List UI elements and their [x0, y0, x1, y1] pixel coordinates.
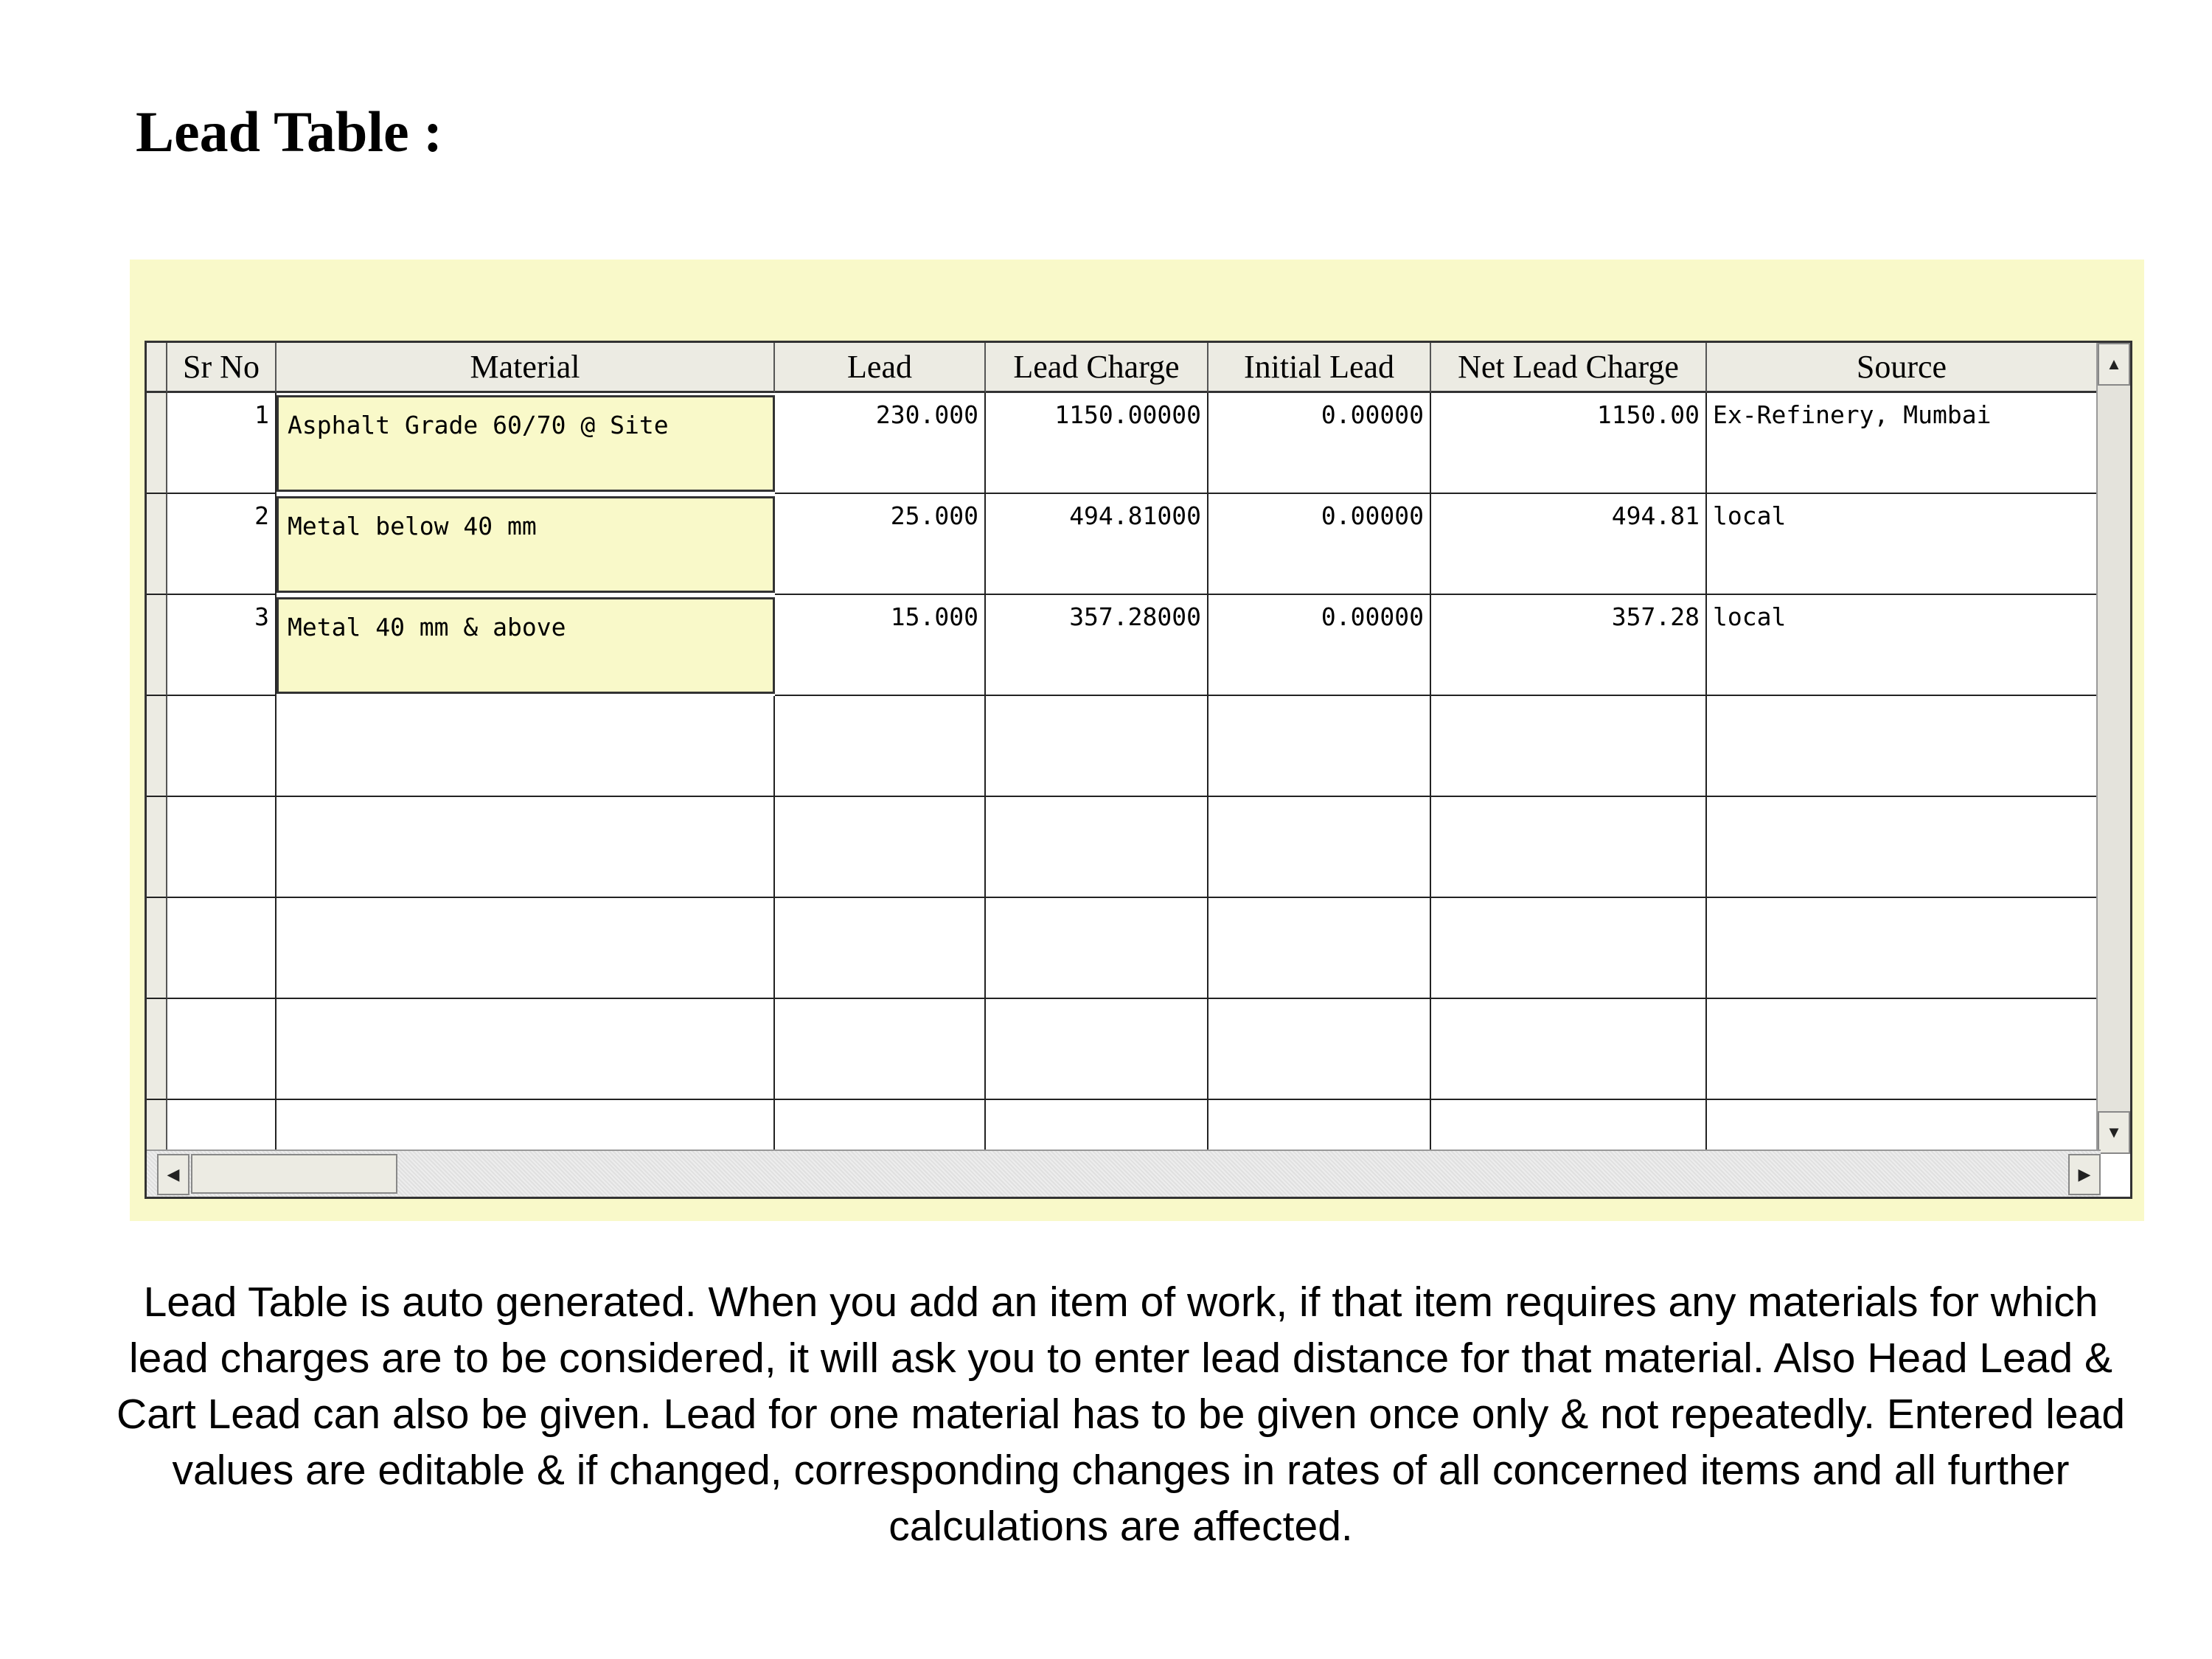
cell-initial-lead[interactable] — [1208, 393, 1431, 494]
column-header-lead[interactable]: Lead — [775, 343, 986, 393]
cell-source[interactable] — [1707, 696, 2098, 797]
cell-lead-charge[interactable] — [986, 494, 1208, 595]
row-selector[interactable] — [147, 999, 167, 1100]
column-header-source[interactable]: Source — [1707, 343, 2098, 393]
cell-lead-charge[interactable] — [986, 898, 1208, 999]
cell-lead[interactable] — [775, 494, 986, 595]
cell-initial-lead[interactable] — [1208, 999, 1431, 1100]
column-header-sr-no[interactable]: Sr No — [167, 343, 276, 393]
description-text: Lead Table is auto generated. When you add an item of work, if that item requires any materials for which lead charges are to be considered, it will ask you to enter lead distance for that material. Also Head Lead & Cart Lead can also be given. Lead for one material has to be given once only & not repeatedly. Entered lead values are editable & if changed, corresponding changes in rates of all concerned items and all further calculations are affected. — [116, 1279, 2126, 1550]
cell-net-lead-charge[interactable] — [1431, 494, 1707, 595]
lead-charge-value: 494.81000 — [1069, 501, 1201, 530]
cell-source[interactable] — [1707, 494, 2098, 595]
cell-lead-charge[interactable] — [986, 595, 1208, 696]
initial-lead-value: 0.00000 — [1321, 602, 1424, 631]
row-selector[interactable] — [147, 494, 167, 595]
cell-lead[interactable] — [775, 999, 986, 1100]
cell-sr-no[interactable] — [167, 898, 276, 999]
cell-net-lead-charge[interactable] — [1431, 797, 1707, 898]
cell-initial-lead[interactable] — [1208, 898, 1431, 999]
cell-initial-lead[interactable] — [1208, 797, 1431, 898]
lead-charge-value: 357.28000 — [1069, 602, 1201, 631]
lead-charge-value: 1150.00000 — [1054, 400, 1201, 429]
column-header-material[interactable]: Material — [276, 343, 775, 393]
row-selector[interactable] — [147, 393, 167, 494]
lead-value: 230.000 — [875, 400, 978, 429]
cell-lead[interactable] — [775, 797, 986, 898]
cell-sr-no[interactable] — [167, 393, 276, 494]
initial-lead-value: 0.00000 — [1321, 501, 1424, 530]
lead-value: 25.000 — [890, 501, 978, 530]
cell-material[interactable] — [276, 395, 775, 492]
cell-sr-no[interactable] — [167, 797, 276, 898]
cell-lead[interactable] — [775, 696, 986, 797]
initial-lead-value: 0.00000 — [1321, 400, 1424, 429]
row-selector[interactable] — [147, 595, 167, 696]
cell-lead-charge[interactable] — [986, 393, 1208, 494]
cell-sr-no[interactable] — [167, 999, 276, 1100]
cell-source[interactable] — [1707, 898, 2098, 999]
source-value: local — [1713, 602, 1787, 631]
row-selector[interactable] — [147, 696, 167, 797]
vertical-scrollbar[interactable] — [2096, 343, 2130, 1154]
cell-material[interactable] — [276, 597, 775, 694]
cell-net-lead-charge[interactable] — [1431, 696, 1707, 797]
cell-source[interactable] — [1707, 595, 2098, 696]
cell-lead[interactable] — [775, 595, 986, 696]
page-title: Lead Table : — [136, 100, 443, 164]
cell-net-lead-charge[interactable] — [1431, 898, 1707, 999]
horizontal-scrollbar[interactable] — [147, 1150, 2101, 1197]
cell-lead-charge[interactable] — [986, 999, 1208, 1100]
sr-no-value: 2 — [254, 501, 269, 530]
row-selector[interactable] — [147, 797, 167, 898]
cell-net-lead-charge[interactable] — [1431, 999, 1707, 1100]
lead-value: 15.000 — [890, 602, 978, 631]
cell-lead[interactable] — [775, 393, 986, 494]
cell-sr-no[interactable] — [167, 595, 276, 696]
source-value: local — [1713, 501, 1787, 530]
row-selector-header[interactable] — [147, 343, 167, 393]
arrow-left-icon[interactable]: ◀ — [157, 1154, 189, 1195]
cell-material[interactable] — [276, 496, 775, 593]
material-value: Metal 40 mm & above — [288, 613, 566, 641]
sr-no-value: 3 — [254, 602, 269, 631]
arrow-up-icon[interactable]: ▲ — [2098, 343, 2130, 386]
source-value: Ex-Refinery, Mumbai — [1713, 400, 1992, 429]
row-selector[interactable] — [147, 898, 167, 999]
cell-net-lead-charge[interactable] — [1431, 595, 1707, 696]
cell-initial-lead[interactable] — [1208, 494, 1431, 595]
cell-lead-charge[interactable] — [986, 696, 1208, 797]
column-header-lead-charge[interactable]: Lead Charge — [986, 343, 1208, 393]
cell-material[interactable] — [276, 898, 775, 999]
cell-material[interactable] — [276, 797, 775, 898]
material-value: Metal below 40 mm — [288, 512, 537, 540]
arrow-right-icon[interactable]: ▶ — [2068, 1154, 2101, 1195]
horizontal-scroll-thumb[interactable] — [191, 1154, 397, 1194]
material-value: Asphalt Grade 60/70 @ Site — [288, 411, 669, 439]
cell-material[interactable] — [276, 696, 775, 797]
arrow-down-icon[interactable]: ▼ — [2098, 1111, 2130, 1154]
cell-source[interactable] — [1707, 797, 2098, 898]
column-header-net-lead-charge[interactable]: Net Lead Charge — [1431, 343, 1707, 393]
column-header-initial-lead[interactable]: Initial Lead — [1208, 343, 1431, 393]
cell-sr-no[interactable] — [167, 494, 276, 595]
cell-lead-charge[interactable] — [986, 797, 1208, 898]
net-lead-charge-value: 494.81 — [1611, 501, 1700, 530]
sr-no-value: 1 — [254, 400, 269, 429]
cell-initial-lead[interactable] — [1208, 696, 1431, 797]
cell-material[interactable] — [276, 999, 775, 1100]
cell-source[interactable] — [1707, 393, 2098, 494]
cell-lead[interactable] — [775, 898, 986, 999]
cell-source[interactable] — [1707, 999, 2098, 1100]
cell-sr-no[interactable] — [167, 696, 276, 797]
net-lead-charge-value: 1150.00 — [1596, 400, 1700, 429]
cell-net-lead-charge[interactable] — [1431, 393, 1707, 494]
cell-initial-lead[interactable] — [1208, 595, 1431, 696]
net-lead-charge-value: 357.28 — [1611, 602, 1700, 631]
lead-table-grid[interactable] — [145, 341, 2132, 1199]
